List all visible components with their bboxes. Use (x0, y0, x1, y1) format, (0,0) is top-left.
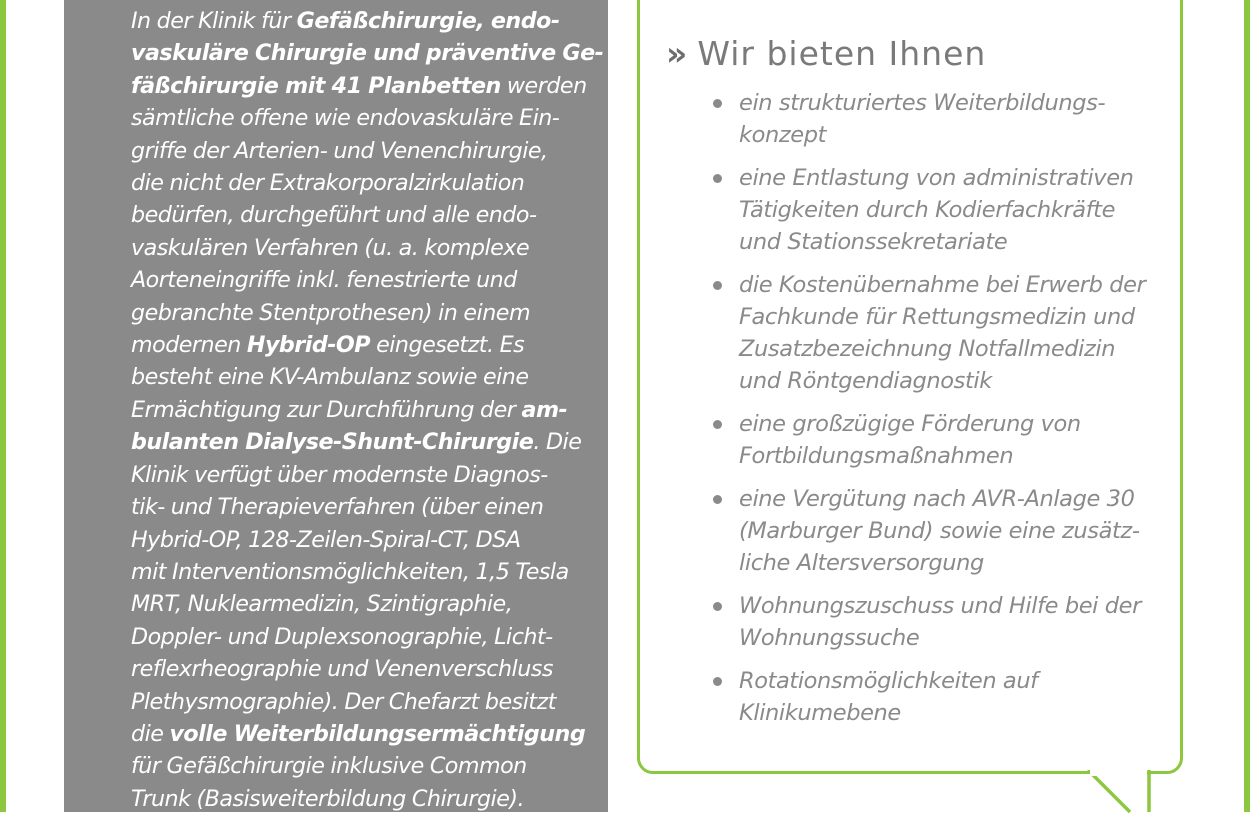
paragraph-line (131, 524, 601, 556)
text-segment: Aorteneingriffe inkl. fenestrierte und (131, 267, 517, 294)
bullet-icon (713, 677, 722, 686)
text-segment: Hybrid-OP, 128-Zeilen-Spiral-CT, DSA (131, 526, 521, 553)
text-segment: für Gefäßchirurgie inklusive Common (131, 753, 527, 780)
paragraph-line (131, 588, 601, 620)
green-frame-right (1244, 0, 1250, 812)
benefit-line: konzept (739, 122, 827, 148)
bullet-icon (713, 99, 722, 108)
paragraph-line (131, 556, 601, 588)
benefit-line: eine Vergütung nach AVR-Anlage 30 (739, 486, 1135, 512)
text-segment: werden (500, 72, 587, 99)
benefits-heading-text: Wir bieten Ihnen (697, 34, 987, 73)
paragraph-line (131, 394, 601, 426)
text-segment: besteht eine KV-Ambulanz sowie eine (131, 364, 529, 391)
paragraph-line (131, 718, 601, 750)
benefit-line: (Marburger Bund) sowie eine zusätz- (739, 518, 1140, 544)
speech-bubble-tail (1080, 770, 1160, 815)
paragraph-line (131, 264, 601, 296)
benefit-line: Rotationsmöglichkeiten auf (739, 668, 1038, 694)
benefit-line: ein strukturiertes Weiterbildungs- (739, 90, 1106, 116)
paragraph-line (131, 102, 601, 134)
benefit-line: Fortbildungsmaßnahmen (739, 443, 1014, 469)
bullet-icon (713, 174, 722, 183)
bullet-icon (713, 420, 722, 429)
double-chevron-icon: » (666, 34, 684, 73)
paragraph-line (131, 199, 601, 231)
text-segment: Trunk (Basisweiterbildung Chirurgie). (131, 785, 525, 812)
green-frame-left (0, 0, 6, 812)
paragraph-line (131, 329, 601, 361)
benefit-line: und Stationssekretariate (739, 229, 1008, 255)
benefit-line: die Kostenübernahme bei Erwerb der (739, 272, 1146, 298)
text-segment: Ermächtigung zur Durchführung der (131, 396, 522, 423)
bold-text-segment: vaskuläre Chirurgie und präventive Ge- (131, 40, 604, 67)
benefit-line: Wohnungszuschuss und Hilfe bei der (739, 593, 1141, 619)
text-segment: bedürfen, durchgeführt und alle endo- (131, 202, 537, 229)
paragraph-line (131, 5, 601, 37)
benefit-item (710, 483, 1170, 579)
text-segment: griffe der Arterien- und Venenchirurgie, (131, 137, 548, 164)
paragraph-line (131, 426, 601, 458)
paragraph-line (131, 135, 601, 167)
paragraph-line (131, 232, 601, 264)
benefits-heading (666, 33, 986, 75)
benefit-item (710, 408, 1170, 472)
text-segment: vaskulären Verfahren (u. a. komplexe (131, 234, 530, 261)
text-segment: sämtliche offene wie endovaskuläre Ein- (131, 105, 560, 132)
benefit-line: Fachkunde für Rettungsmedizin und (739, 304, 1135, 330)
bold-text-segment: bulanten Dialyse-Shunt-Chirurgie (131, 429, 534, 456)
text-segment: MRT, Nuklearmedizin, Szintigraphie, (131, 591, 513, 618)
benefit-item (710, 162, 1170, 258)
text-segment: tik- und Therapieverfahren (über einen (131, 494, 544, 521)
benefit-line: Klinikumebene (739, 700, 901, 726)
benefit-line: eine großzügige Förderung von (739, 411, 1081, 437)
paragraph-line (131, 37, 604, 69)
paragraph-line (131, 750, 601, 782)
text-segment: In der Klinik für (131, 8, 297, 34)
benefit-line: eine Entlastung von administrativen (739, 165, 1134, 191)
paragraph-line (131, 686, 601, 718)
bold-text-segment: am- (521, 396, 568, 423)
text-segment: eingesetzt. Es (370, 332, 525, 359)
benefits-list (710, 87, 1170, 740)
paragraph-line (131, 653, 601, 685)
benefit-item (710, 87, 1170, 151)
text-segment: . Die (533, 429, 582, 456)
bold-text-segment: Hybrid-OP (246, 332, 371, 359)
paragraph-line (131, 361, 601, 393)
text-segment: reflexrheographie und Venenverschluss (131, 656, 553, 683)
text-segment: die (131, 720, 170, 747)
benefit-line: Zusatzbezeichnung Notfallmedizin (739, 336, 1116, 362)
benefit-line: und Röntgendiagnostik (739, 368, 992, 394)
bold-text-segment: volle Weiterbildungsermächtigung (169, 720, 586, 747)
benefit-line: liche Altersversorgung (739, 550, 984, 576)
text-segment: gebranchte Stentprothesen) in einem (131, 299, 531, 326)
benefit-item (710, 269, 1170, 397)
benefit-item (710, 590, 1170, 654)
benefit-line: Wohnungssuche (739, 625, 920, 651)
paragraph-line (131, 297, 601, 329)
bold-text-segment: Gefäßchirurgie, endo- (296, 8, 560, 34)
bullet-icon (713, 281, 722, 290)
paragraph-line (131, 167, 601, 199)
bold-text-segment: fäßchirurgie mit 41 Planbetten (131, 72, 501, 99)
paragraph-line (131, 70, 601, 102)
benefit-item (710, 665, 1170, 729)
benefit-line: Tätigkeiten durch Kodierfachkräfte (739, 197, 1116, 223)
paragraph-line (131, 459, 601, 491)
bullet-icon (713, 602, 722, 611)
text-segment: Plethysmographie). Der Chefarzt besitzt (131, 688, 556, 715)
paragraph-line (131, 621, 601, 653)
bullet-icon (713, 495, 722, 504)
paragraph-line (131, 491, 601, 523)
text-segment: Doppler- und Duplexsonographie, Licht- (131, 623, 553, 650)
text-segment: mit Interventionsmöglichkeiten, 1,5 Tesla (131, 558, 569, 585)
text-segment: Klinik verfügt über modernste Diagnos- (131, 461, 548, 488)
text-segment: modernen (131, 332, 247, 359)
clinic-description-text (131, 5, 604, 815)
text-segment: die nicht der Extrakorporalzirkulation (131, 170, 525, 197)
paragraph-line (131, 783, 601, 815)
